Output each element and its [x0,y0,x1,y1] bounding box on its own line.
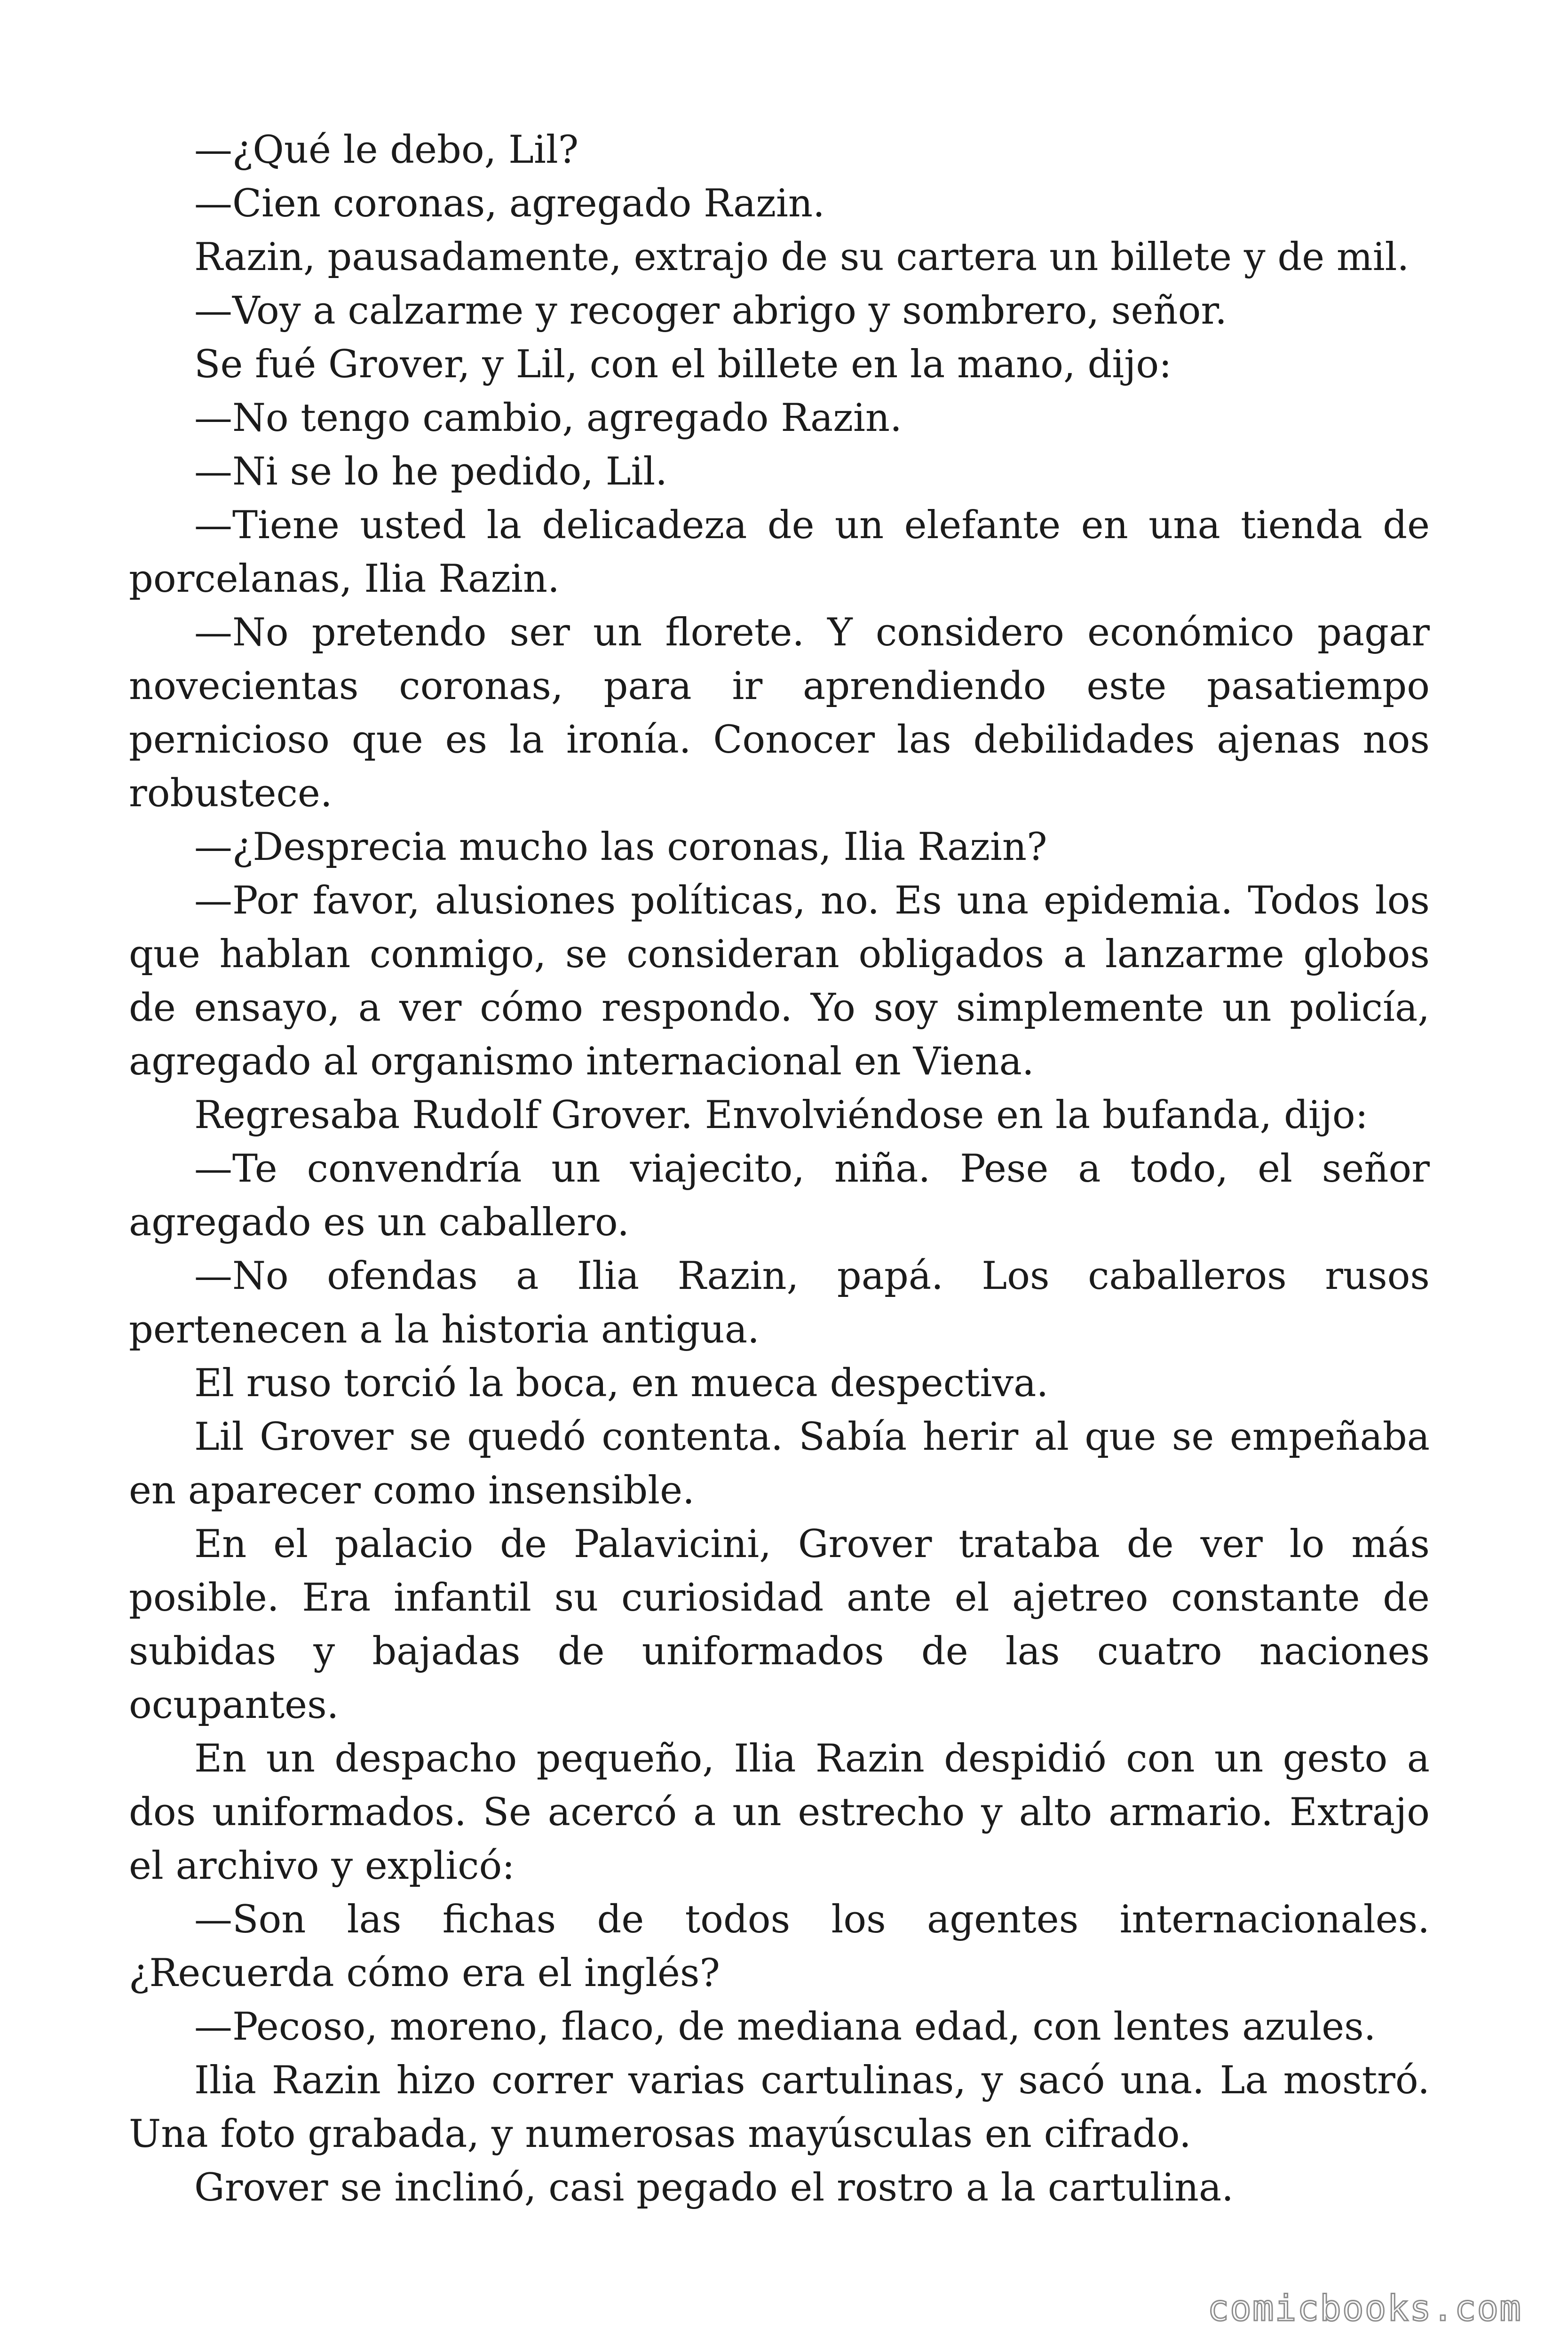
paragraph: —No tengo cambio, agregado Razin. [194,396,902,440]
paragraph: —Pecoso, moreno, flaco, de mediana edad, con lentes azules. [194,2005,1376,2049]
paragraph: —Voy a calzarme y recoger abrigo y sombrero, señor. [194,289,1227,333]
paragraph: En un despacho pequeño, Ilia Razin despidió con un gesto a dos uniformados. Se acercó a un estrecho y alto armario. Extrajo el archivo y explicó: [129,1737,1430,1888]
paragraph: —Te convendría un viajecito, niña. Pese a todo, el señor agregado es un caballero. [129,1147,1430,1245]
paragraph: —¿Desprecia mucho las coronas, Ilia Razin? [194,825,1047,869]
paragraph: —No pretendo ser un florete. Y considero económico pagar novecientas coronas, para ir aprendiendo este pasatiempo pernicioso que es la ironía. Conocer las debilidades ajenas nos robustece. [129,611,1430,816]
paragraph: —Cien coronas, agregado Razin. [194,182,825,226]
paragraph: —¿Qué le debo, Lil? [194,128,579,172]
paragraph: En el palacio de Palavicini, Grover trataba de ver lo más posible. Era infantil su curiosidad ante el ajetreo constante de subidas y bajadas de uniformados de las cuatro naciones ocupantes. [129,1522,1430,1727]
paragraph: Ilia Razin hizo correr varias cartulinas, y sacó una. La mostró. Una foto grabada, y numerosas mayúsculas en cifrado. [129,2058,1430,2156]
paragraph: —Por favor, alusiones políticas, no. Es una epidemia. Todos los que hablan conmigo, se consideran obligados a lanzarme globos de ensayo, a ver cómo respondo. Yo soy simplemente un policía, agregado al organismo internacional en Viena. [129,879,1430,1084]
paragraph: El ruso torció la boca, en mueca despectiva. [194,1361,1049,1406]
paragraph: Razin, pausadamente, extrajo de su cartera un billete y de mil. [194,235,1410,279]
page-text [129,123,1430,2215]
paragraph: Se fué Grover, y Lil, con el billete en la mano, dijo: [194,342,1172,387]
paragraph: Grover se inclinó, casi pegado el rostro a la cartulina. [194,2166,1234,2210]
paragraph: Regresaba Rudolf Grover. Envolviéndose en la bufanda, dijo: [194,1093,1368,1137]
paragraph: —No ofendas a Ilia Razin, papá. Los caballeros rusos pertenecen a la historia antigua. [129,1254,1430,1352]
paragraph: —Son las fichas de todos los agentes internacionales. ¿Recuerda cómo era el inglés? [129,1898,1430,1995]
paragraph: Lil Grover se quedó contenta. Sabía herir al que se empeñaba en aparecer como insensible. [129,1415,1430,1513]
paragraph: —Ni se lo he pedido, Lil. [194,450,668,494]
paragraph: —Tiene usted la delicadeza de un elefante en una tienda de porcelanas, Ilia Razin. [129,503,1430,601]
watermark: comicbooks.com [1207,2287,1522,2329]
